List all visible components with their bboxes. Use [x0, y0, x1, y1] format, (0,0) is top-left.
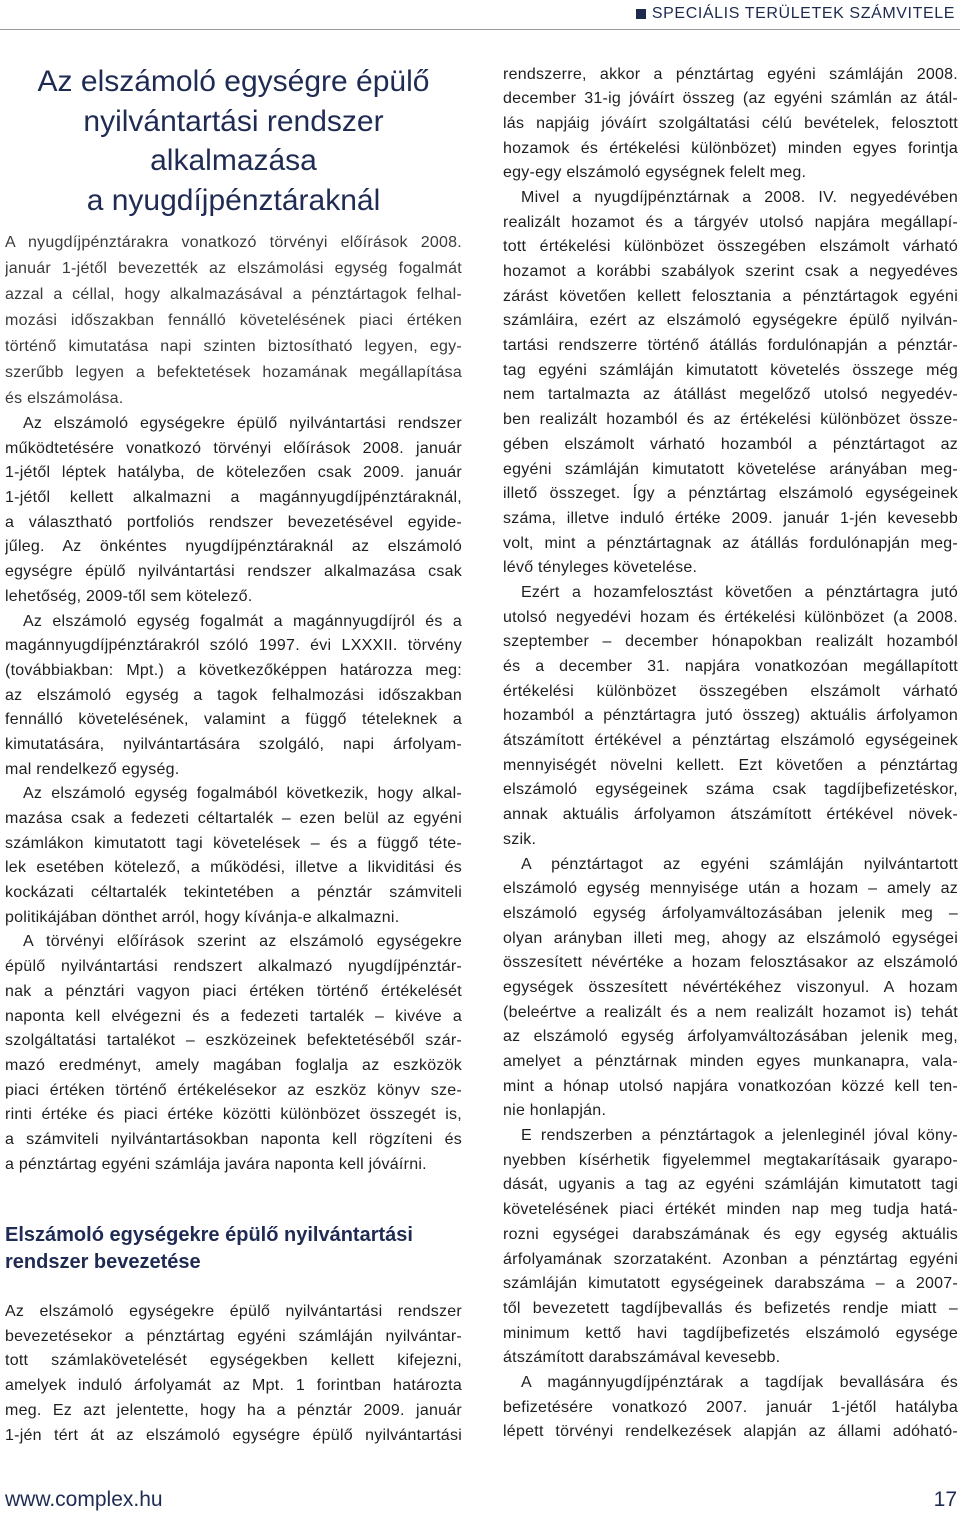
text-line: nie honlapján. — [503, 1102, 607, 1120]
text-line: volt, mint a pénztártagnak az átállás fordulónapján meg- — [503, 534, 958, 552]
article-title-line: nyilvántartási rendszer — [83, 104, 384, 138]
text-line: a számviteli nyilvántartásokban naponta kell rögzíteni és — [5, 1130, 462, 1148]
section-heading-line: Elszámoló egységekre épülő nyilvántartási — [5, 1224, 413, 1247]
text-line: egységek összesített névértékéhez viszonyul. A hozam — [503, 978, 958, 996]
text-line: E rendszerben a pénztártagok a jelenleginél jóval köny- — [521, 1127, 958, 1145]
text-line: illető összeget. Így a pénztártag elszámoló egységeinek — [503, 485, 958, 503]
text-line: lás napjáig jóváírt szolgáltatási célú bevételek, felosztott — [503, 114, 958, 132]
text-line: Mivel a nyugdíjpénztárnak a 2008. IV. negyedévében — [521, 188, 958, 206]
text-line: Az elszámoló egységekre épülő nyilvántartási rendszer — [5, 1303, 462, 1321]
text-line: 1-jén tért át az elszámoló egységre épülő nyilvántartási — [5, 1426, 462, 1444]
text-line: mint a hónap utolsó napjára vonatkozóan közzé kell ten- — [503, 1077, 958, 1095]
text-line: 1-jétől léptek hatályba, de kötelezően csak 2009. január — [5, 464, 462, 482]
text-line: számláira, ezért az elszámoló egységekre épülő nyilván- — [503, 312, 958, 330]
right-column — [503, 63, 958, 1446]
page-number: 17 — [933, 1488, 957, 1511]
text-line: 1-jétől kellett alkalmazni a magánnyugdíjpénztáraknál, — [5, 489, 462, 507]
text-line: (beleértve a realizált és a nem realizált hozamot is) tehát — [503, 1003, 958, 1021]
text-line: azzal a céllal, hogy alkalmazásával a pénztártagok felhal- — [5, 286, 462, 303]
body-paragraph — [503, 1124, 958, 1371]
text-line: bevezetésekor a pénztártag egyéni számláján nyilvántar- — [5, 1327, 462, 1345]
text-line: száma, illetve induló értéke 2009. január 1-jén kevesebb — [503, 509, 958, 527]
text-line: től bevezetett tagdíjbevallás és befizetés rendje miatt – — [503, 1299, 958, 1317]
text-line: elszámoló egységeinek száma csak tagdíjbefizetéskor, — [503, 781, 958, 799]
text-line: mozási időszakban fennálló követelésének piaci értéken — [5, 312, 462, 329]
text-line: minimum kettő havi tagdíjbefizetés elszámoló egysége — [503, 1324, 958, 1342]
left-column — [5, 62, 462, 1448]
text-line: mazása csak a fedezeti céltartalék – ezen belül az egyéni — [5, 810, 462, 827]
text-line: amelyek induló árfolyamát az Mpt. 1 forintban határozta — [5, 1377, 462, 1395]
text-line: tott értékelési különbözet összegében elszámolt várható — [503, 238, 958, 256]
text-line: árfolyamának szorzataként. Azonban a pénztártag egyéni — [503, 1250, 958, 1268]
running-header — [636, 4, 955, 24]
text-line: mal rendelkező egység. — [5, 760, 180, 778]
text-line: Ezért a hozamfelosztást követően a pénztártagra jutó — [521, 583, 958, 601]
text-line: dását, ugyanis a tag az egyéni számláján kimutatott tagi — [503, 1176, 958, 1194]
text-line: elszámoló egység mennyisége után a hozam – amely az — [503, 880, 958, 898]
text-line: piaci értéken történő értékelésekor az eszköz könyv sze- — [5, 1081, 462, 1099]
text-line: a választható portfoliós rendszer bevezetésével egyide- — [5, 513, 462, 531]
text-line: január 1-jétől bevezették az elszámolási egység fogalmát — [5, 260, 462, 277]
text-line: politikájában dönthet arról, hogy kívánja-e alkalmazni. — [5, 908, 400, 926]
text-line: realizált hozamot és a tárgyév utolsó napjára megállapí- — [503, 213, 958, 231]
body-paragraph — [5, 930, 462, 1177]
text-line: mazó eredményt, amely magában foglalja az eszközök — [5, 1056, 462, 1074]
text-line: hozamok és értékelési különbözet) minden egyes forintja — [503, 139, 958, 157]
body-paragraph — [5, 610, 462, 783]
text-line: rinti értéke és piaci értéke közötti különbözet összegét is, — [5, 1106, 462, 1124]
text-line: számláján kimutatott egységeinek darabszáma – a 2007- — [503, 1275, 958, 1293]
text-line: és elszámolása. — [5, 390, 124, 407]
text-line: az elszámoló egység árfolyamváltozásában jelenik meg, — [503, 1028, 958, 1046]
text-line: tartási rendszerre történő átállás fordulónapján a pénztár- — [503, 337, 958, 355]
lead-paragraph — [5, 230, 462, 412]
text-line: hozamot a korábbi szabályok szerint csak a negyedéves — [503, 263, 958, 280]
text-line: szeptember – december hónapokban realizált hozamból — [503, 633, 958, 651]
article-title — [5, 62, 462, 220]
text-line: elszámoló egység árfolyamváltozásában jelenik meg – — [503, 904, 958, 922]
text-line: lévő tényleges követelése. — [503, 559, 698, 577]
text-line: rozni egységei darabszámának és egy egység aktuális — [503, 1225, 958, 1243]
running-header-section: SPECIÁLIS TERÜLETEK SZÁMVITELE — [651, 5, 955, 22]
text-line: összesített névértéke a hozam felosztásakor az elszámoló — [503, 954, 958, 972]
body-paragraph — [5, 1300, 462, 1448]
text-line: Az elszámoló egység fogalmát a magánnyugdíjról és a — [23, 612, 462, 630]
text-line: nyebben kísérhetik figyelemmel megtakarításaik gyarapo- — [503, 1151, 958, 1169]
body-paragraph — [5, 412, 462, 610]
header-divider — [0, 29, 960, 30]
text-line: amelyet a pénztárnak minden egyes munkanapra, vala- — [503, 1053, 958, 1070]
text-line: A nyugdíjpénztárakra vonatkozó törvényi előírások 2008. — [5, 234, 462, 251]
body-paragraph — [503, 63, 958, 186]
text-line: ben realizált hozamból és az értékelési különbözet össze- — [503, 411, 958, 429]
text-line: magánnyugdíjpénztárakról szóló 1997. évi LXXXII. törvény — [5, 637, 462, 655]
text-line: nak a pénztári vagyon piaci értéken történő értékelését — [5, 982, 462, 1000]
text-line: szik. — [503, 830, 537, 848]
text-line: az elszámoló egység a tagok felhalmozási időszakban — [5, 686, 462, 704]
text-line: (továbbiakban: Mpt.) a következőképpen határozza meg: — [5, 661, 462, 679]
text-line: jűleg. Az önkéntes nyugdíjpénztáraknál az elszámoló — [5, 538, 462, 556]
text-line: utolsó negyedévi hozam és értékelési különbözet (a 2008. — [503, 608, 958, 626]
text-line: szolgáltatási tartalékot – eszközeinek befektetéséből szár- — [5, 1032, 462, 1050]
text-line: meg. Ez azt jelentette, hogy ha a pénztár 2009. január — [5, 1401, 462, 1419]
text-line: történő kimutatása napi szinten biztosítható legyen, egy- — [5, 338, 462, 355]
text-line: a pénztártag egyéni számlája javára naponta kell jóváírni. — [5, 1155, 427, 1173]
text-line: lehetőség, 2009-től sem kötelező. — [5, 587, 253, 605]
section-heading — [5, 1222, 462, 1276]
text-line: értékelési különbözet összegében elszámolt várható — [503, 682, 958, 700]
text-line: rendszerre, akkor a pénztártag egyéni számláján 2008. — [503, 65, 958, 83]
text-line: A magánnyugdíjpénztárak a tagdíjak bevallására és — [521, 1373, 958, 1391]
text-line: kockázati céltartalék tekintetében a pénztár számviteli — [5, 884, 462, 902]
text-line: hozamból a pénztártagra jutó összeg) aktuális árfolyamon — [503, 707, 958, 725]
footer-website-link[interactable]: www.complex.hu — [5, 1488, 163, 1511]
text-line: annak aktuális árfolyamon átszámított értékével növek- — [503, 806, 958, 824]
text-line: A törvényi előírások szerint az elszámoló egységekre — [23, 933, 462, 951]
text-line: kimutatására, nyilvántartására szolgáló, napi árfolyam- — [5, 735, 462, 753]
text-line: egyéni számláján kimutatott követelése arányában meg- — [503, 460, 958, 478]
article-title-line: Az elszámoló egységre épülő — [37, 65, 430, 98]
text-line: mennyiségét növelni kellett. Ezt követően a pénztártag — [503, 756, 958, 774]
text-line: követelésének piaci értékét minden nap meg tudja hatá- — [503, 1201, 958, 1219]
body-paragraph — [5, 782, 462, 930]
text-line: működtetésére vonatkozó törvényi előírások 2008. január — [5, 439, 462, 457]
article-title-line: a nyugdíjpénztáraknál — [86, 183, 381, 217]
body-paragraph — [503, 853, 958, 1125]
text-line: fennálló követelésének, valamint a függő tételeknek a — [5, 711, 462, 729]
body-paragraph — [503, 581, 958, 853]
text-line: naponta kell elvégezni és a fedezeti tartalék – kivéve a — [5, 1007, 462, 1025]
text-line: nem tartalmazta az átállást megelőző utolsó negyedév- — [503, 386, 958, 404]
text-line: tag egyéni számláján kimutatott követelés összege még — [503, 361, 958, 379]
section-heading-line: rendszer bevezetése — [5, 1251, 201, 1274]
text-line: egységre épülő nyilvántartási rendszer alkalmazása csak — [5, 563, 462, 581]
square-bullet-icon — [636, 9, 646, 19]
text-line: lek esetében kötelező, a működési, illetve a likviditási és — [5, 859, 462, 877]
text-line: A pénztártagot az egyéni számláján nyilvántartott — [521, 855, 958, 873]
text-line: gében elszámolt várható hozamból a pénztártagot az — [503, 435, 958, 453]
article-title-line: alkalmazása — [150, 144, 317, 177]
text-line: egy-egy elszámoló egységnek felelt meg. — [503, 164, 807, 182]
text-line: Az elszámoló egység fogalmából következik, hogy alkal- — [23, 785, 462, 803]
body-paragraph — [503, 186, 958, 581]
text-line: olyan arányban illeti meg, ahogy az elszámoló egységei — [503, 929, 958, 947]
text-line: tott számlakövetelését egységekben kellett kifejezni, — [5, 1352, 462, 1370]
body-paragraph — [503, 1371, 958, 1445]
text-line: zárást követően kellett felosztania a pénztártagok egyéni — [503, 287, 958, 305]
text-line: átszámított darabszámával kevesebb. — [503, 1349, 781, 1367]
text-line: számlákon kimutatott tagi követelések – és a függő téte- — [5, 834, 462, 852]
text-line: Az elszámoló egységekre épülő nyilvántartási rendszer — [23, 415, 462, 432]
text-line: lépett törvényi rendelkezések alapján az állami adóható- — [503, 1423, 958, 1441]
text-line: december 31-ig jóváírt összeg (az egyéni számlán az átál- — [503, 90, 958, 108]
text-line: átszámított értékével a pénztártag elszámoló egységeinek — [503, 732, 958, 750]
text-line: épülő nyilvántartási rendszert alkalmazó nyugdíjpénztár- — [5, 958, 462, 976]
text-line: befizetésére vonatkozó 2007. január 1-jétől hatályba — [503, 1398, 958, 1416]
text-line: és a december 31. napjára vonatkozóan megállapított — [503, 658, 958, 675]
text-line: szerűbb legyen a befektetések hozamának megállapítása — [5, 364, 462, 381]
